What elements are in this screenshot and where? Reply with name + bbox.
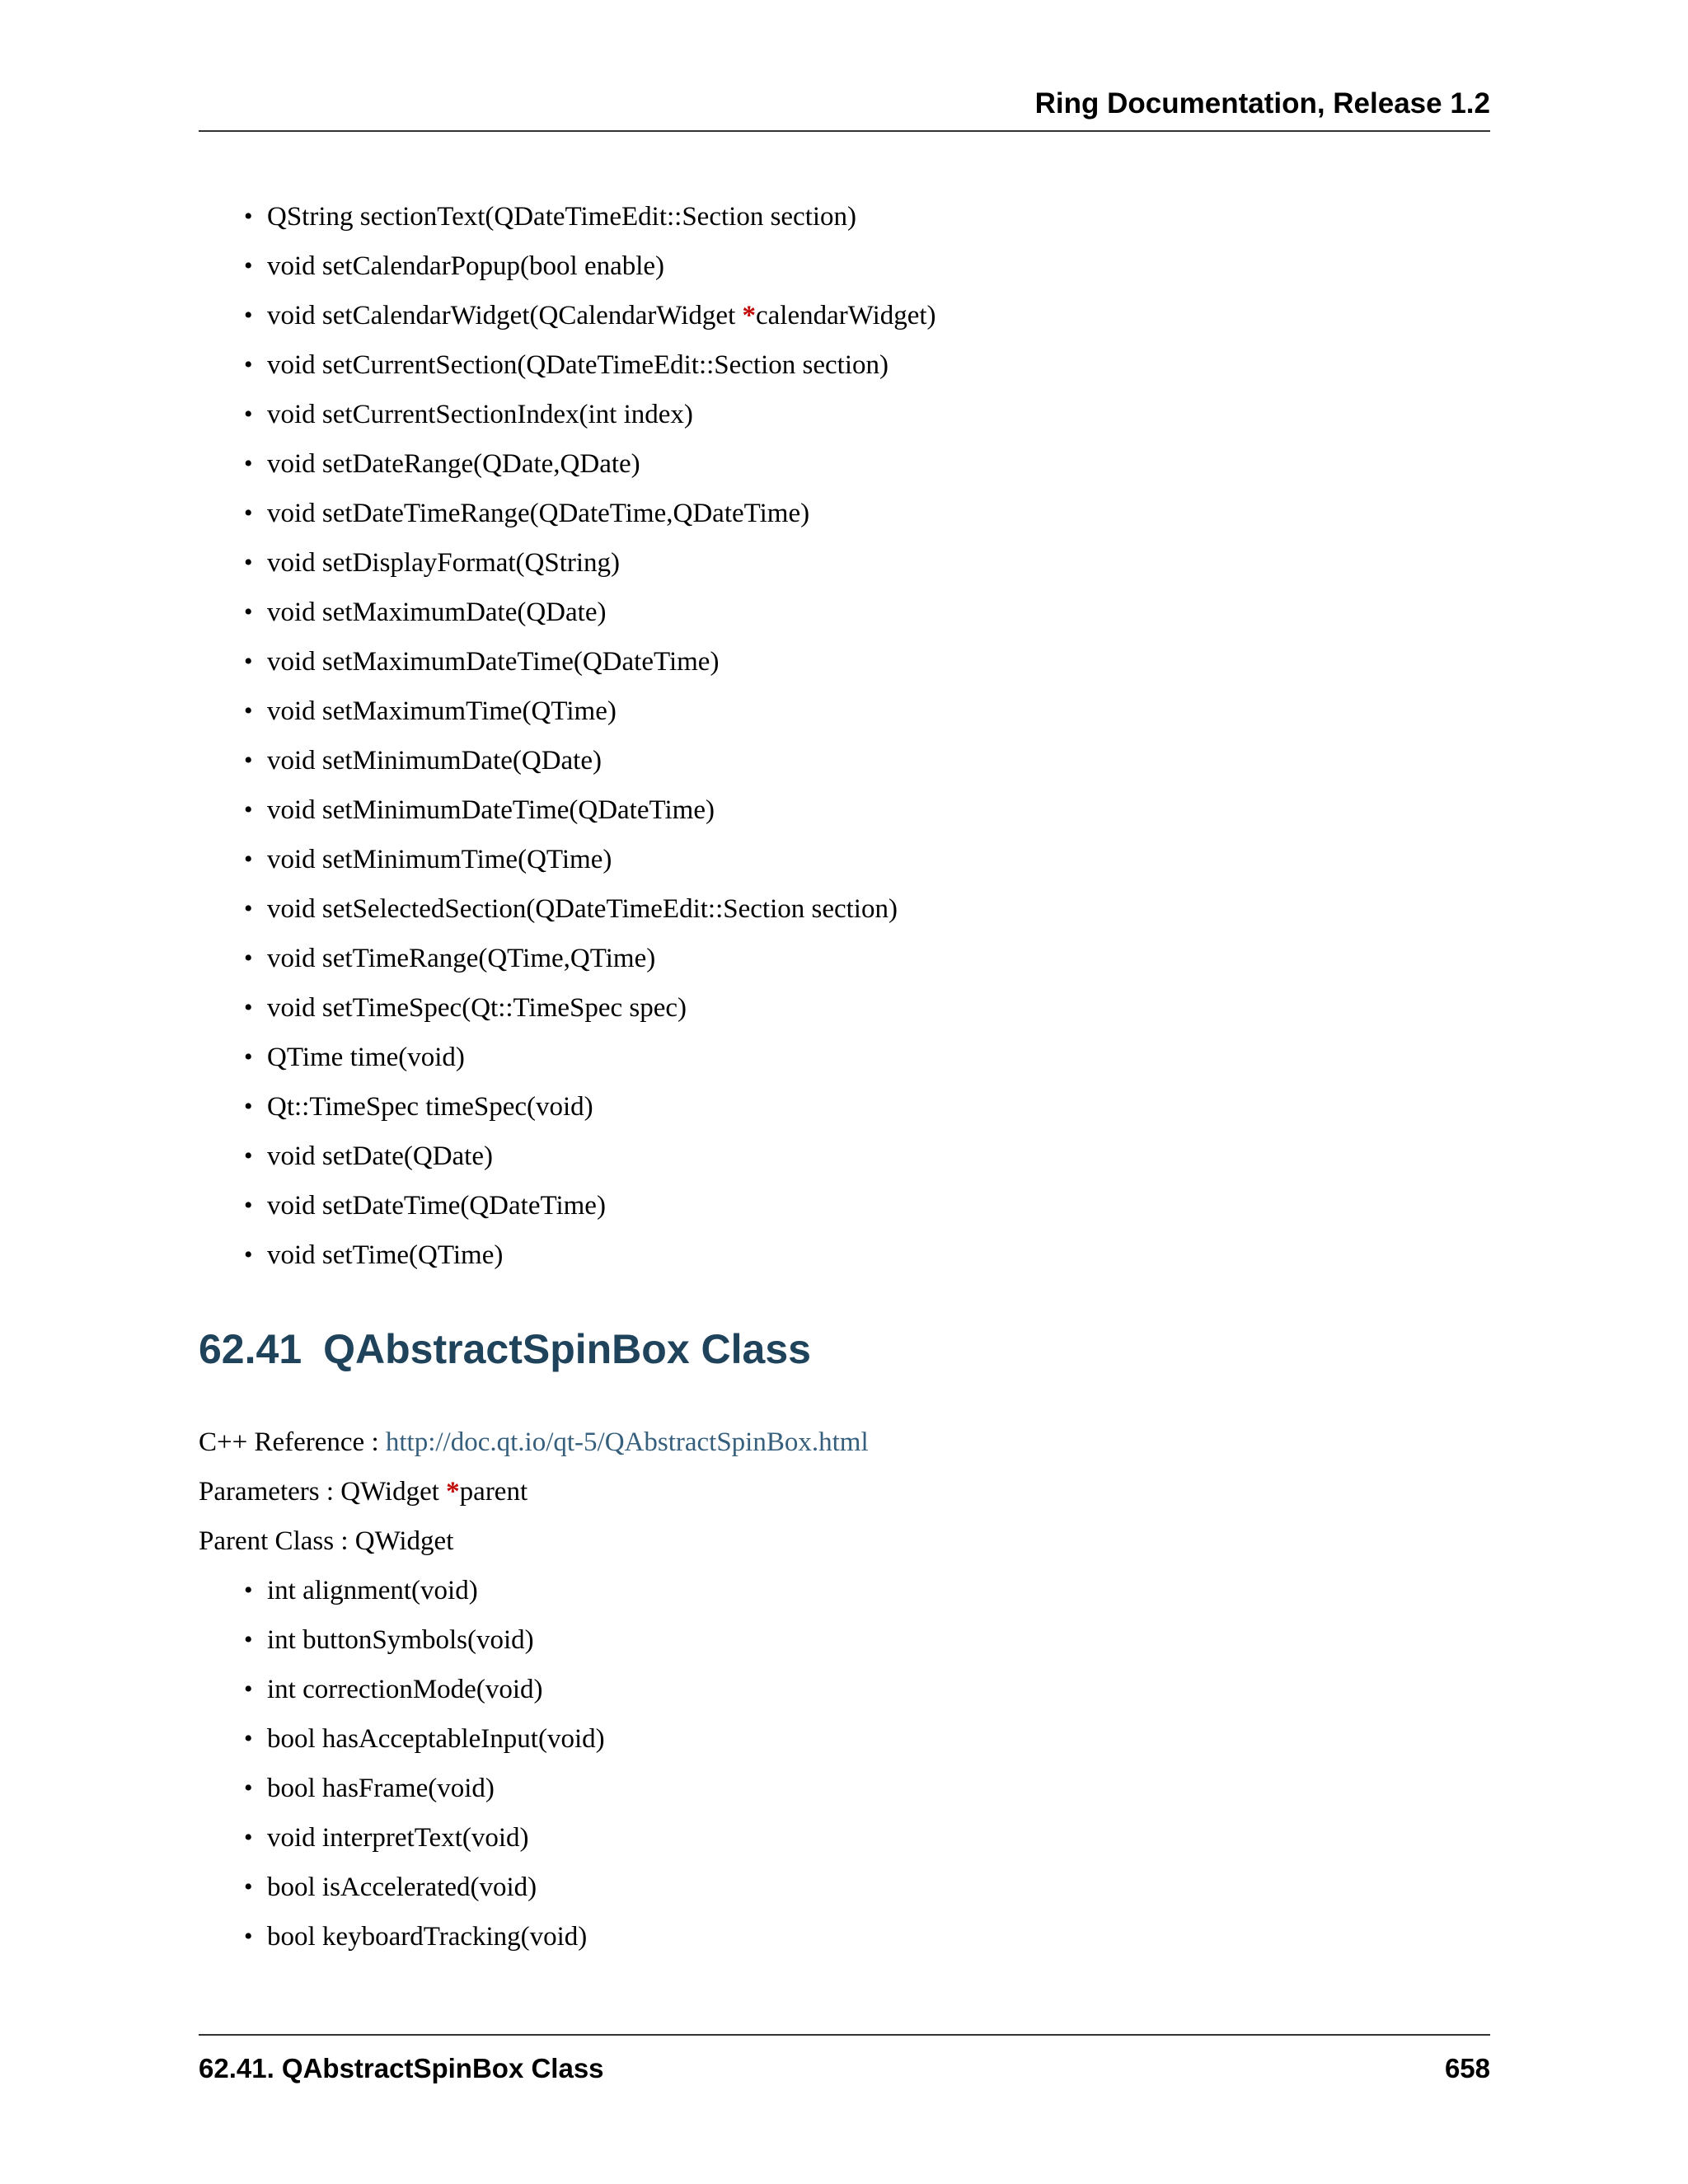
bullet-icon: • <box>244 1142 253 1169</box>
method-signature: void interpretText(void) <box>267 1823 529 1853</box>
method-item <box>244 390 936 439</box>
method-signature: QString sectionText(QDateTimeEdit::Section section) <box>267 202 857 232</box>
bullet-icon: • <box>244 697 253 724</box>
method-item <box>244 241 936 291</box>
method-signature: void setDateTimeRange(QDateTime,QDateTime) <box>267 499 810 528</box>
method-signature: void setMaximumDate(QDate) <box>267 598 607 627</box>
bullet-icon: • <box>244 648 253 675</box>
method-item <box>244 1764 605 1813</box>
method-item <box>244 1615 605 1665</box>
method-signature: void setMinimumDateTime(QDateTime) <box>267 795 715 825</box>
method-signature: void setTimeRange(QTime,QTime) <box>267 944 656 973</box>
footer-section-title: 62.41. QAbstractSpinBox Class <box>199 2053 604 2083</box>
bullet-icon: • <box>244 1626 253 1653</box>
method-item <box>244 983 936 1033</box>
method-item <box>244 1714 605 1764</box>
method-item <box>244 1082 936 1132</box>
method-item <box>244 489 936 538</box>
method-signature: void setMinimumTime(QTime) <box>267 845 612 874</box>
method-item <box>244 1033 936 1082</box>
method-item <box>244 588 936 637</box>
bullet-icon: • <box>244 252 253 279</box>
method-signature: int correctionMode(void) <box>267 1675 543 1704</box>
method-item <box>244 687 936 736</box>
method-signature: void setTime(QTime) <box>267 1240 504 1270</box>
bullet-icon: • <box>244 499 253 527</box>
bullet-icon: • <box>244 747 253 774</box>
bullet-icon: • <box>244 302 253 329</box>
method-signature: void setMinimumDate(QDate) <box>267 746 602 776</box>
bullet-icon: • <box>244 1774 253 1802</box>
method-signature: void setCurrentSection(QDateTimeEdit::Section section) <box>267 350 889 380</box>
method-item <box>244 1665 605 1714</box>
method-signature: void setMaximumDateTime(QDateTime) <box>267 647 720 677</box>
method-list-datetimeedit <box>244 192 936 1280</box>
bullet-icon: • <box>244 1725 253 1752</box>
method-item <box>244 1132 936 1181</box>
method-item <box>244 538 936 588</box>
method-signature: void setDate(QDate) <box>267 1141 493 1171</box>
method-list-qabstractspinbox <box>244 1566 605 1961</box>
method-signature: bool isAccelerated(void) <box>267 1872 537 1902</box>
method-signature: bool keyboardTracking(void) <box>267 1922 588 1952</box>
bullet-icon: • <box>244 1675 253 1703</box>
method-signature: void setDateTime(QDateTime) <box>267 1191 606 1221</box>
method-signature: void setCalendarWidget(QCalendarWidget <box>267 301 743 330</box>
method-signature: bool hasFrame(void) <box>267 1774 495 1803</box>
method-item <box>244 340 936 390</box>
bullet-icon: • <box>244 1923 253 1950</box>
bullet-icon: • <box>244 1873 253 1900</box>
method-signature: void setCalendarPopup(bool enable) <box>267 251 665 281</box>
cpp-reference-line <box>199 1418 869 1467</box>
method-item <box>244 1912 605 1961</box>
method-item <box>244 1813 605 1863</box>
bullet-icon: • <box>244 846 253 873</box>
bullet-icon: • <box>244 1093 253 1120</box>
method-signature: void setTimeSpec(Qt::TimeSpec spec) <box>267 993 687 1023</box>
page-header <box>199 87 1490 132</box>
method-signature: void setSelectedSection(QDateTimeEdit::Section section) <box>267 894 898 924</box>
method-item <box>244 1230 936 1280</box>
parent-class-text: Parent Class : QWidget <box>199 1526 454 1556</box>
method-signature: void setDisplayFormat(QString) <box>267 548 621 578</box>
method-item <box>244 1863 605 1912</box>
method-item <box>244 835 936 884</box>
page-number: 658 <box>1444 2053 1490 2083</box>
method-signature: void setCurrentSectionIndex(int index) <box>267 400 693 429</box>
method-signature: Qt::TimeSpec timeSpec(void) <box>267 1092 593 1122</box>
bullet-icon: • <box>244 944 253 972</box>
bullet-icon: • <box>244 450 253 477</box>
section-title-text: QAbstractSpinBox Class <box>323 1326 811 1372</box>
cpp-reference-label: C++ Reference : <box>199 1427 386 1457</box>
bullet-icon: • <box>244 1043 253 1071</box>
method-item <box>244 1566 605 1615</box>
pointer-asterisk: * <box>446 1477 460 1507</box>
method-item <box>244 934 936 983</box>
parameters-line <box>199 1467 528 1516</box>
parameters-name: parent <box>459 1477 528 1507</box>
header-title: Ring Documentation, Release 1.2 <box>1034 87 1490 120</box>
method-item <box>244 439 936 489</box>
section-heading <box>199 1325 811 1373</box>
bullet-icon: • <box>244 1192 253 1219</box>
bullet-icon: • <box>244 351 253 378</box>
page-footer <box>199 2034 1490 2085</box>
parent-class-line <box>199 1516 453 1566</box>
method-signature: int alignment(void) <box>267 1576 478 1605</box>
method-item <box>244 637 936 687</box>
bullet-icon: • <box>244 1824 253 1851</box>
method-signature: int buttonSymbols(void) <box>267 1625 534 1655</box>
method-item <box>244 1181 936 1230</box>
section-number: 62.41 <box>199 1326 302 1372</box>
method-signature: QTime time(void) <box>267 1043 465 1072</box>
method-signature: void setDateRange(QDate,QDate) <box>267 449 640 479</box>
bullet-icon: • <box>244 994 253 1021</box>
cpp-reference-link[interactable]: http://doc.qt.io/qt-5/QAbstractSpinBox.html <box>385 1427 869 1457</box>
method-signature: bool hasAcceptableInput(void) <box>267 1724 605 1754</box>
bullet-icon: • <box>244 549 253 576</box>
bullet-icon: • <box>244 796 253 823</box>
bullet-icon: • <box>244 598 253 626</box>
method-item <box>244 884 936 934</box>
bullet-icon: • <box>244 895 253 922</box>
bullet-icon: • <box>244 1577 253 1604</box>
method-item <box>244 736 936 785</box>
method-item <box>244 785 936 835</box>
bullet-icon: • <box>244 401 253 428</box>
bullet-icon: • <box>244 203 253 230</box>
method-signature: void setMaximumTime(QTime) <box>267 696 617 726</box>
method-item <box>244 192 936 241</box>
method-signature-rest: calendarWidget) <box>756 301 936 330</box>
parameters-label: Parameters : QWidget <box>199 1477 447 1507</box>
pointer-asterisk: * <box>742 301 756 330</box>
method-item <box>244 291 936 340</box>
bullet-icon: • <box>244 1241 253 1268</box>
